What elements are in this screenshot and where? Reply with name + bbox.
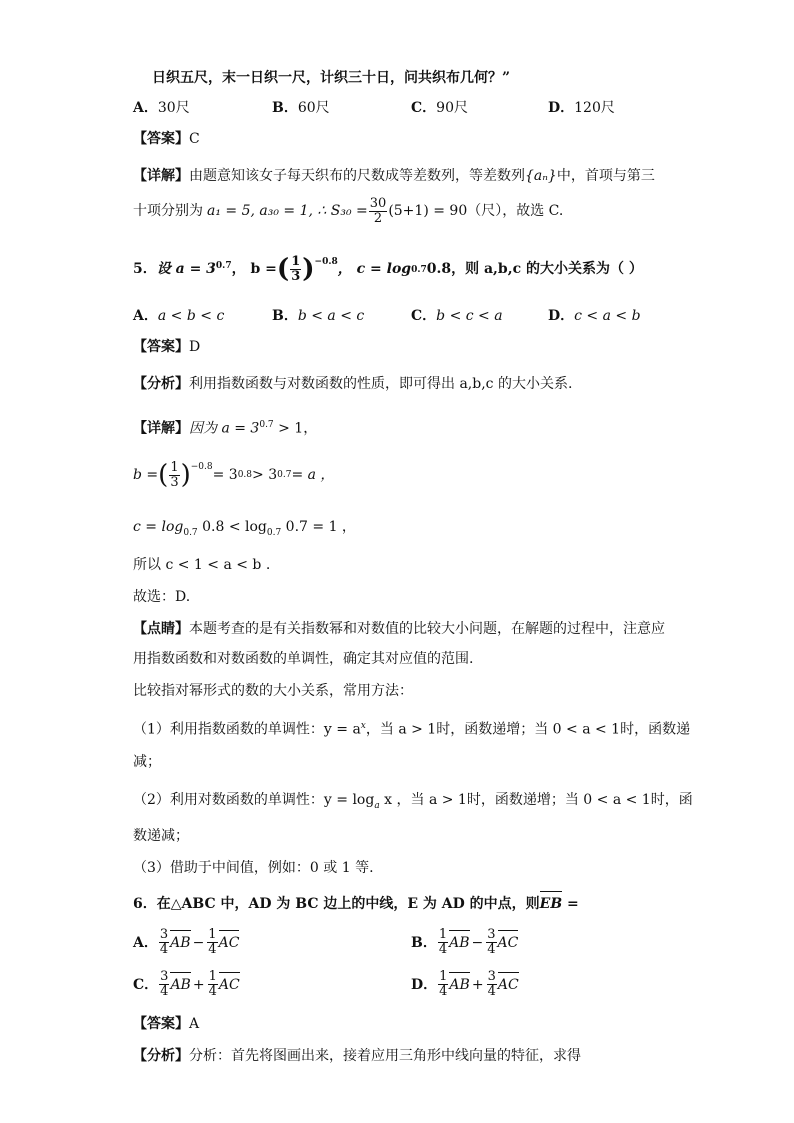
q4-option-b: B．60尺 xyxy=(272,100,330,116)
q5-c-line: $c = \log_{0.7} 0.8 < \log_{0.7} 0.7 = 1$ ， xyxy=(133,519,356,538)
q4-answer: 【答案】C xyxy=(133,131,200,147)
q5-analysis: 【分析】利用指数函数与对数函数的性质，即可得出 a,b,c 的大小关系. xyxy=(133,376,573,392)
q6-option-c: C． $\frac{3}{4}$ AB + $\frac{1}{4}$ AC xyxy=(133,969,240,999)
q5-option-b: B．b < a < c xyxy=(272,308,365,324)
q6-analysis: 【分析】分析：首先将图画出来，接着应用三角形中线向量的特征，求得 xyxy=(133,1048,581,1064)
q5-detail-line1: 【详解】因为 $a = 3^{0.7} > 1$， xyxy=(133,420,318,437)
q5-comment-line1: 【点睛】本题考查的是有关指数幂和对数值的比较大小问题，在解题的过程中，注意应 xyxy=(133,621,665,637)
q5-method2: （2）利用对数函数的单调性：$y = \log_a x$ ，当 a > 1时，函数递增；当 0 < a < 1时，函 xyxy=(133,792,693,811)
q5-option-d: D．c < a < b xyxy=(548,308,641,324)
q5-method1-tail: 减； xyxy=(133,754,161,770)
q5-option-c: C．b < c < a xyxy=(411,308,503,324)
q4-stem-tail: 日织五尺，末一日织一尺，计织三十日，问共织布几何？” xyxy=(152,70,511,86)
q5-method1: （1）利用指数函数的单调性：$y = a^x$，当 a > 1时，函数递增；当 0 < a < 1时，函数递 xyxy=(133,721,691,738)
q5-method-head: 比较指对幂形式的数的大小关系，常用方法： xyxy=(133,683,413,699)
q4-option-c: C．90尺 xyxy=(411,100,468,116)
q6-stem: 6．在△ABC 中，AD 为 BC 边上的中线，E 为 AD 的中点，则EB = xyxy=(133,896,579,912)
q5-choose: 故选：D. xyxy=(133,589,191,605)
q5-method3: （3）借助于中间值，例如：0 或 1 等. xyxy=(133,860,374,876)
q4-option-d: D．120尺 xyxy=(548,100,615,116)
q5-conclusion: 所以 c < 1 < a < b . xyxy=(133,557,271,573)
q5-comment-line2: 用指数函数和对数函数的单调性，确定其对应值的范围. xyxy=(133,651,474,667)
q4-option-a: A．30尺 xyxy=(133,100,190,116)
q5-stem: 5． 设 a = 3 $^{0.7}$ ， b = ( $\frac{1}{3}$ ) $^{-0.8}$ ， c = log 0.7 0.8 ，则 a,b,c 的大小关系为（ ） xyxy=(133,253,643,284)
q6-option-a: A． $\frac{3}{4}$ AB − $\frac{1}{4}$ AC xyxy=(133,927,240,957)
q6-option-b: B． $\frac{1}{4}$ AB − $\frac{3}{4}$ AC xyxy=(411,927,519,957)
q6-answer: 【答案】A xyxy=(133,1016,200,1032)
q4-detail-line1: 【详解】由题意知该女子每天织布的尺数成等差数列，等差数列{aₙ}中，首项与第三 xyxy=(133,168,655,184)
q5-method2-tail: 数递减； xyxy=(133,828,189,844)
q6-option-d: D． $\frac{1}{4}$ AB + $\frac{3}{4}$ AC xyxy=(411,969,519,999)
q5-b-line: b = ( $\frac{1}{3}$ ) $^{-0.8}$ = 3 0.8 > 3 0.7 = a ， xyxy=(133,459,335,490)
q4-detail-line2: 十项分别为 a₁ = 5, a₃₀ = 1, ∴ S₃₀ = $\frac{30}{2}$ (5+1) = 90 （尺），故选 C. xyxy=(133,195,564,226)
q5-answer: 【答案】D xyxy=(133,339,201,355)
q5-option-a: A．a < b < c xyxy=(133,308,225,324)
